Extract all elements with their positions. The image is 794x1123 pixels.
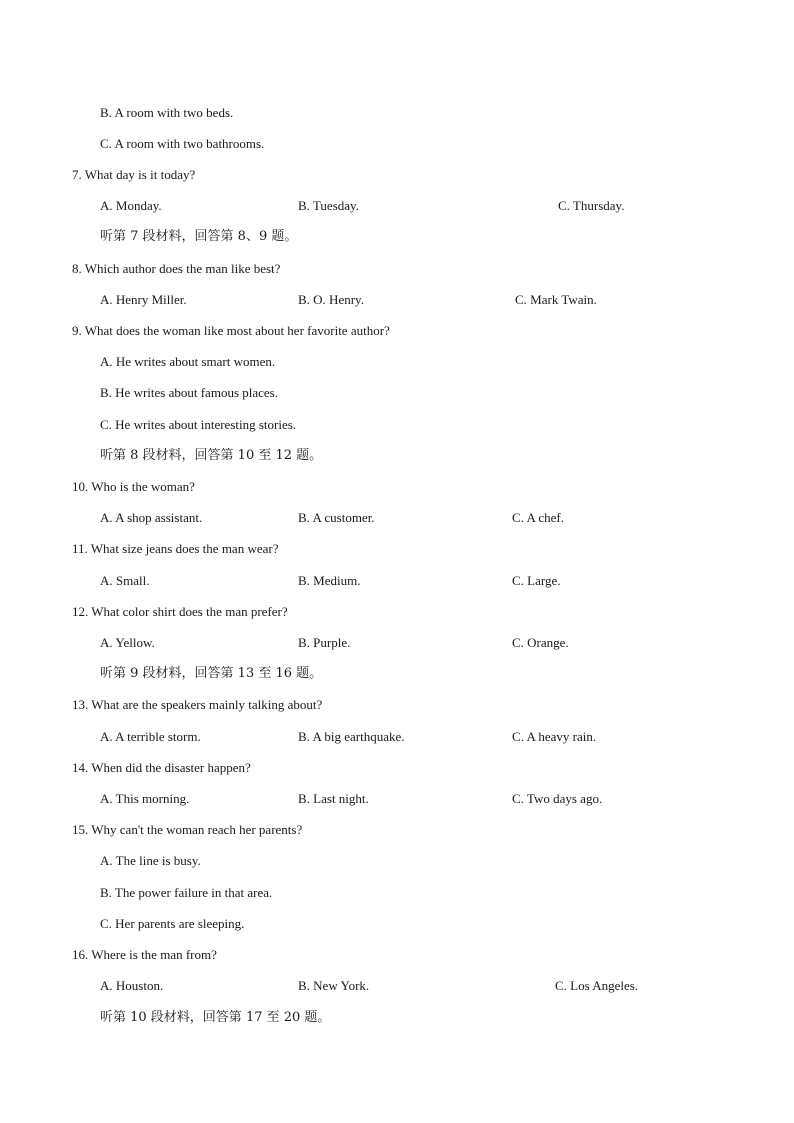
option-10c: C. A chef. (512, 510, 564, 525)
option-14b: B. Last night. (298, 791, 369, 806)
question-10: 10. Who is the woman? (72, 479, 195, 494)
question-8: 8. Which author does the man like best? (72, 261, 281, 276)
section-9-instruction: 听第 9 段材料，回答第 13 至 16 题。 (100, 666, 323, 681)
section-7-instruction: 听第 7 段材料，回答第 8、9 题。 (100, 229, 298, 244)
option-12a: A. Yellow. (100, 635, 155, 650)
question-7: 7. What day is it today? (72, 167, 196, 182)
option-9a: A. He writes about smart women. (100, 354, 276, 369)
question-9: 9. What does the woman like most about her favorite author? (72, 323, 390, 338)
section-8-instruction: 听第 8 段材料，回答第 10 至 12 题。 (100, 448, 323, 463)
option-13b: B. A big earthquake. (298, 729, 405, 744)
question-12: 12. What color shirt does the man prefer? (72, 604, 288, 619)
option-11a: A. Small. (100, 573, 150, 588)
option-7b: B. Tuesday. (298, 198, 359, 213)
option-10a: A. A shop assistant. (100, 510, 203, 525)
option-13a: A. A terrible storm. (100, 729, 201, 744)
option-8b: B. O. Henry. (298, 292, 364, 307)
question-13: 13. What are the speakers mainly talking about? (72, 697, 323, 712)
option-14a: A. This morning. (100, 791, 190, 806)
question-14: 14. When did the disaster happen? (72, 760, 251, 775)
option-12b: B. Purple. (298, 635, 351, 650)
option-6b: B. A room with two beds. (100, 105, 234, 120)
section-10-instruction: 听第 10 段材料，回答第 17 至 20 题。 (100, 1010, 331, 1025)
option-13c: C. A heavy rain. (512, 729, 597, 744)
option-9b: B. He writes about famous places. (100, 385, 278, 400)
option-10b: B. A customer. (298, 510, 375, 525)
option-16c: C. Los Angeles. (555, 978, 639, 993)
question-16: 16. Where is the man from? (72, 947, 217, 962)
question-15: 15. Why can't the woman reach her parents? (72, 822, 303, 837)
option-6c: C. A room with two bathrooms. (100, 136, 265, 151)
option-11b: B. Medium. (298, 573, 361, 588)
option-16b: B. New York. (298, 978, 370, 993)
question-11: 11. What size jeans does the man wear? (72, 541, 279, 556)
option-7c: C. Thursday. (558, 198, 625, 213)
option-14c: C. Two days ago. (512, 791, 603, 806)
option-12c: C. Orange. (512, 635, 569, 650)
option-8c: C. Mark Twain. (515, 292, 597, 307)
option-16a: A. Houston. (100, 978, 164, 993)
option-11c: C. Large. (512, 573, 561, 588)
option-8a: A. Henry Miller. (100, 292, 187, 307)
option-15b: B. The power failure in that area. (100, 885, 273, 900)
option-9c: C. He writes about interesting stories. (100, 417, 297, 432)
option-15a: A. The line is busy. (100, 853, 201, 868)
option-7a: A. Monday. (100, 198, 162, 213)
option-15c: C. Her parents are sleeping. (100, 916, 245, 931)
